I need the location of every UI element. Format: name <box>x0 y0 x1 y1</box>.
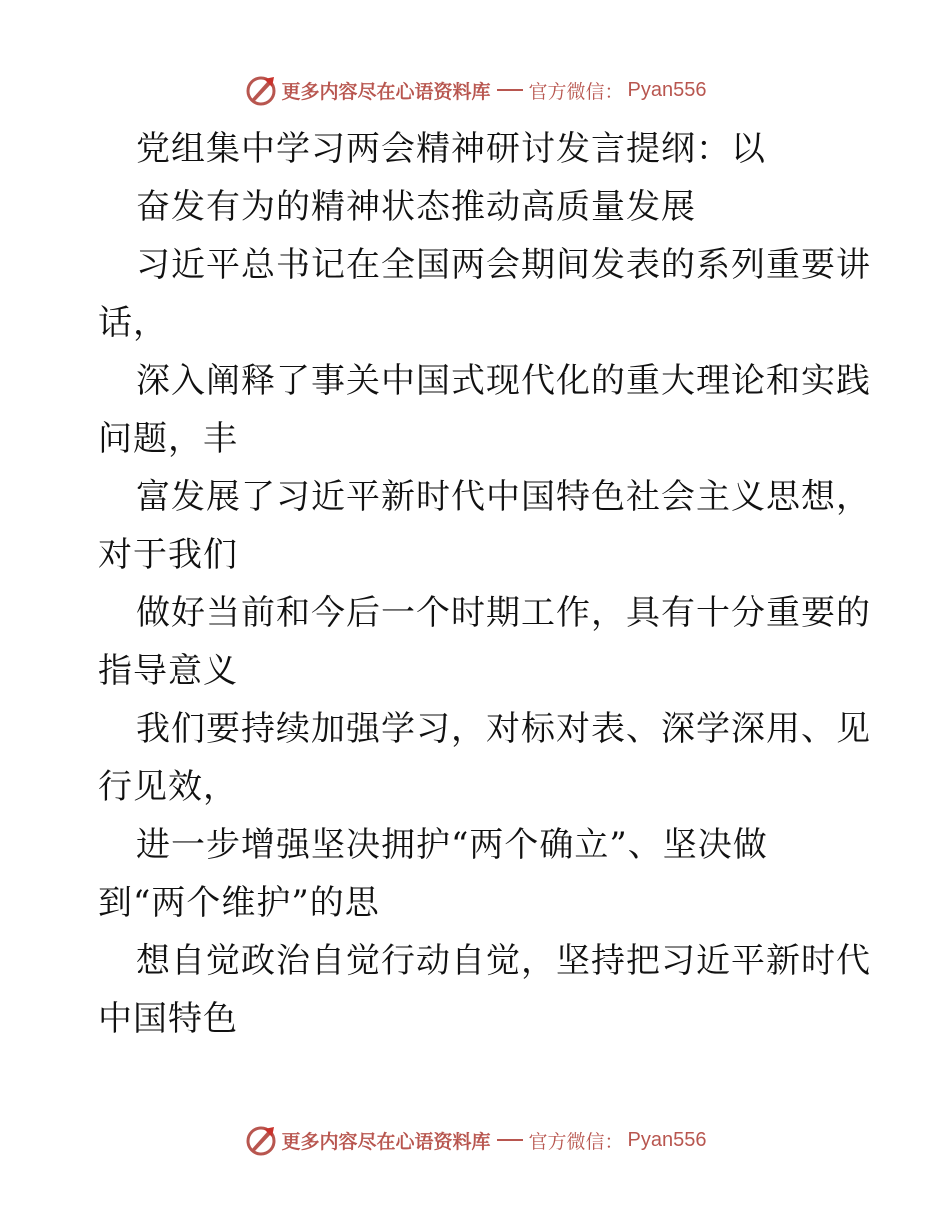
banner-title: 更多内容尽在心语资料库 <box>281 1130 491 1153</box>
document-title-line-2: 奋发有为的精神状态推动高质量发展 <box>136 187 696 227</box>
banner-title: 更多内容尽在心语资料库 <box>281 80 491 103</box>
paragraph-line: 习近平总书记在全国两会期间发表的系列重要讲 <box>136 245 871 285</box>
paragraph-line: 问题，丰 <box>98 419 238 459</box>
paragraph-line: 话， <box>98 303 168 343</box>
quill-logo-icon <box>244 1123 278 1157</box>
header-banner <box>0 70 950 110</box>
document-title-line-1: 党组集中学习两会精神研讨发言提纲：以 <box>136 129 766 169</box>
paragraph-line: 深入阐释了事关中国式现代化的重大理论和实践 <box>136 361 871 401</box>
banner-wechat-label: 官方微信： <box>528 80 624 103</box>
banner-wechat-id: Pyan556 <box>627 78 707 101</box>
paragraph-line: 想自觉政治自觉行动自觉，坚持把习近平新时代 <box>136 941 871 981</box>
paragraph-line: 我们要持续加强学习，对标对表、深学深用、见 <box>136 709 871 749</box>
banner-wechat-label: 官方微信： <box>528 1130 624 1153</box>
paragraph-line: 行见效， <box>98 767 238 807</box>
paragraph-line: 中国特色 <box>98 999 238 1039</box>
paragraph-line: 做好当前和今后一个时期工作，具有十分重要的 <box>136 593 871 633</box>
banner-dash <box>497 89 523 91</box>
paragraph-line: 到“两个维护”的思 <box>98 883 380 923</box>
footer-banner <box>0 1120 950 1160</box>
banner-wechat-id: Pyan556 <box>627 1128 707 1151</box>
document-body <box>98 120 871 1048</box>
paragraph-line: 对于我们 <box>98 535 238 575</box>
paragraph-line: 指导意义 <box>98 651 238 691</box>
quill-logo-icon <box>244 73 278 107</box>
banner-dash <box>497 1139 523 1141</box>
paragraph-line: 富发展了习近平新时代中国特色社会主义思想， <box>136 477 871 517</box>
paragraph-line: 进一步增强坚决拥护“两个确立”、坚决做 <box>136 825 768 865</box>
